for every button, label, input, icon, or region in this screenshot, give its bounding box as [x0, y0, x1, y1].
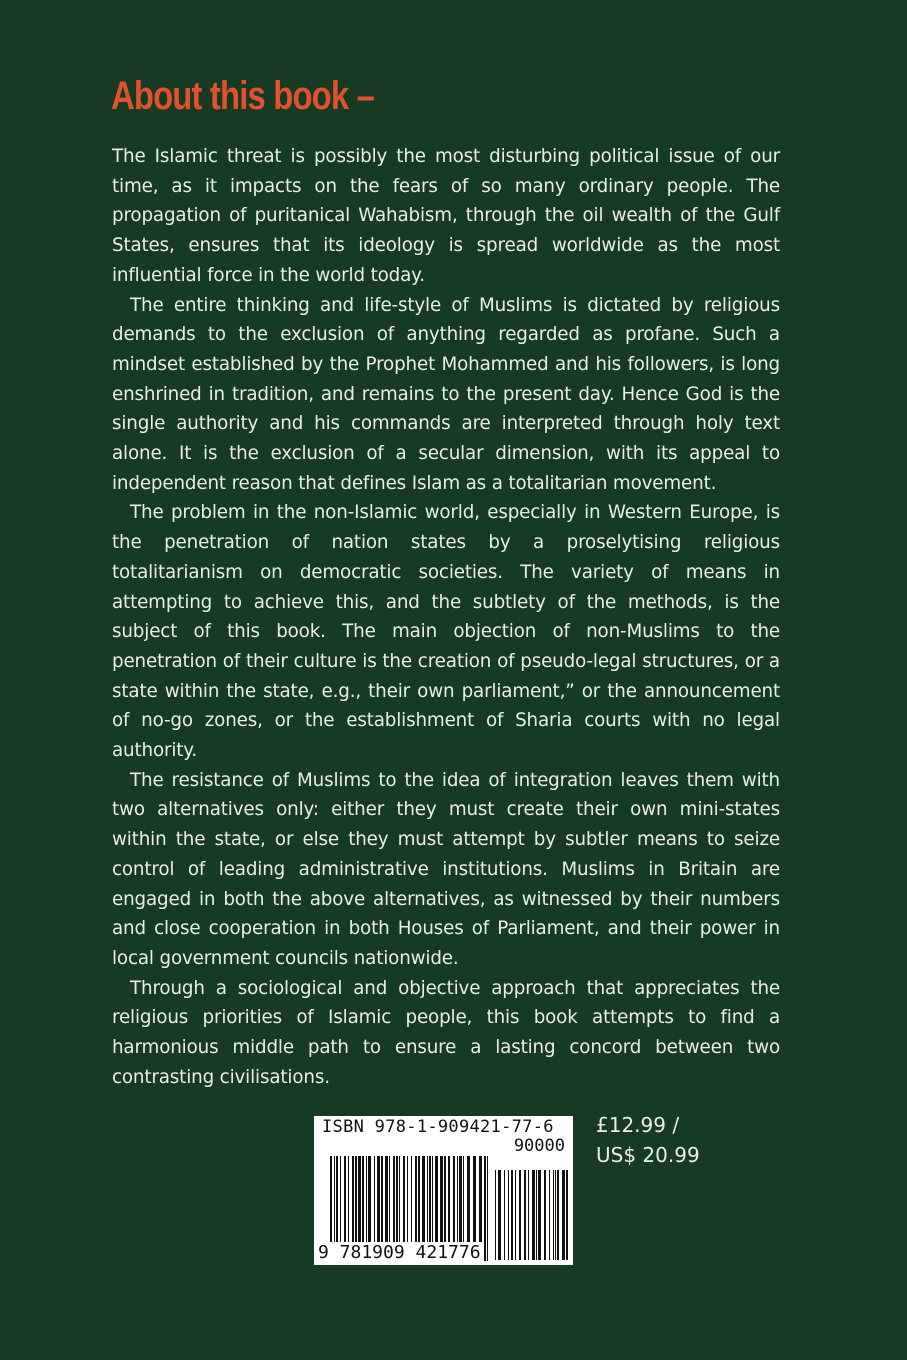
barcode-bar — [532, 1170, 535, 1260]
section-title: About this book – — [111, 74, 375, 118]
price — [596, 1110, 700, 1170]
barcode-bar — [484, 1156, 486, 1261]
barcode-bar — [562, 1170, 565, 1260]
barcode-bar — [538, 1170, 541, 1260]
barcode-bar — [498, 1170, 501, 1260]
isbn-label: ISBN 978-1-909421-77-6 — [322, 1117, 554, 1137]
isbn-barcode — [314, 1116, 573, 1265]
barcode-bar — [504, 1170, 505, 1260]
blurb — [112, 142, 780, 1093]
barcode-bar — [519, 1170, 521, 1260]
paragraph: Through a sociological and objective approach that appreciates the religious priorities of Islamic people, this book attempts to find a harmonious middle path to ensure a lasting concord between two contrasting civilisations. — [112, 977, 780, 1088]
barcode-bar — [515, 1170, 516, 1260]
barcode-bar — [487, 1156, 488, 1261]
barcode-bar — [544, 1170, 546, 1260]
paragraph: The resistance of Muslims to the idea of integration leaves them with two alternatives only: either they must create their own mini-states within the state, or else they must attempt by subtler means to seize control of leading administrative institutions. Muslims in Britain are engaged in both the above alternatives, as witnessed by their numbers and close cooperation in both Houses of Parliament, and their power in local government councils nationwide. — [112, 769, 780, 969]
barcode-bar — [511, 1170, 513, 1260]
barcode-bar — [557, 1170, 559, 1260]
barcode-bar — [495, 1170, 496, 1260]
price-usd: US$ 20.99 — [596, 1143, 700, 1167]
barcode-bar — [524, 1170, 526, 1260]
barcode-bar — [549, 1170, 550, 1260]
barcode-bar — [508, 1170, 509, 1260]
barcode-bar — [553, 1170, 554, 1260]
barcode-bar — [566, 1170, 568, 1260]
paragraph: The problem in the non-Islamic world, especially in Western Europe, is the penetration of nation states by a proselytising religious totalitarianism on democratic societies. The variety of means in attempting to achieve this, and the subtlety of the methods, is the subject of this book. The main objection of non-Muslims to the penetration of their culture is the creation of pseudo-legal structures, or a state within the state, e.g., their own parliament,” or the announcement of no-go zones, or the establishment of Sharia courts with no legal authority. — [112, 502, 780, 762]
barcode-bar — [528, 1170, 529, 1260]
price-gbp: £12.99 / — [596, 1113, 680, 1137]
barcode-bar — [536, 1170, 537, 1260]
paragraph: The entire thinking and life-style of Muslims is dictated by religious demands to the exclusion of anything regarded as profane. Such a mindset established by the Prophet Mohammed and his followers, is long enshrined in tradition, and remains to the present day. Hence God is the single authority and his commands are interpreted through holy text alone. It is the exclusion of a secular dimension, with its appeal to independent reason that defines Islam as a totalitarian movement. — [112, 294, 780, 494]
barcode-addon: 90000 — [513, 1136, 565, 1156]
barcode-bar — [555, 1170, 556, 1260]
paragraph: The Islamic threat is possibly the most disturbing political issue of our time, as it impacts on the fears of so many ordinary people. The propagation of puritanical Wahabism, through the oil wealth of the Gulf States, ensures that its ideology is spread worldwide as the most influential force in the world today. — [112, 146, 780, 286]
ean-digits: 9 781909 421776 — [318, 1242, 481, 1263]
